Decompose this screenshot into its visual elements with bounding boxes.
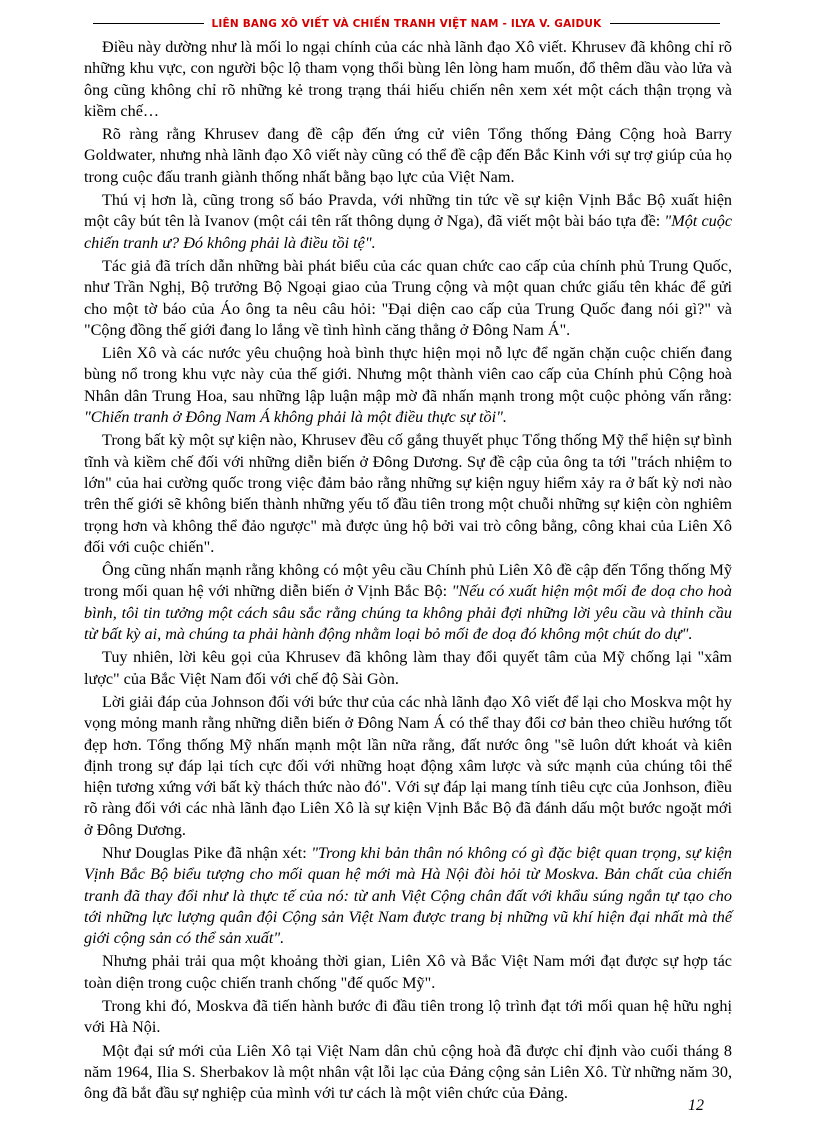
quotation: "Một cuộc chiến tranh ư? Đó không phải là điều tồi tệ". [84, 212, 732, 252]
paragraph: Rõ ràng rằng Khrusev đang đề cập đến ứng cử viên Tổng thống Đảng Cộng hoà Barry Goldwater, nhưng nhà lãnh đạo Xô viết này cũng có thể đề cập đến Bắc Kinh với sự trợ giúp của họ trong cuộc đấu tranh giành thống nhất bằng bạo lực của Việt Nam. [84, 125, 732, 186]
quotation: "Nếu có xuất hiện một mối đe doạ cho hoà bình, tôi tin tưởng một cách sâu sắc rằng chúng ta không phải đợi những lời yêu cầu và thỉnh cầu từ bất kỳ ai, mà chúng ta phải hành động nhằm loại bỏ mối đe doạ đó không một chút do dự". [84, 582, 732, 644]
paragraph: Lời giải đáp của Johnson đối với bức thư của các nhà lãnh đạo Xô viết để lại cho Moskva một hy vọng mỏng manh rằng những diễn biến ở Đông Nam Á có thể thay đổi cơ bản theo chiều hướng tốt đẹp hơn. Tổng thống Mỹ nhấn mạnh một lần nữa rằng, đất nước ông "sẽ luôn dứt khoát và kiên định trong sự đáp lại tích cực đối với những hoạt động xâm lược và sức mạnh của chúng tôi thể hiện tương xứng với bất kỳ thách thức nào đó". Với sự đáp lại mang tính tiêu cực của Jonhson, điều rõ ràng đối với các nhà lãnh đạo Liên Xô là sự kiện Vịnh Bắc Bộ đã đánh dấu một bước ngoặt mới ở Đông Dương. [84, 692, 732, 839]
paragraph: Như Douglas Pike đã nhận xét: "Trong khi bản thân nó không có gì đặc biệt quan trọng, sự kiện Vịnh Bắc Bộ biểu tượng cho mối quan hệ mới mà Hà Nội đòi hỏi từ Moskva. Bản chất của chiến tranh đã thay đổi như là thực tế của nó: từ anh Việt Cộng chân đất với khẩu súng ngắn tự tạo cho tới những lực lượng quân đội Cộng sản Việt Nam được trang bị những vũ khí hiện đại nhất mà thế giới cộng sản có thể sản xuất". [84, 843, 732, 948]
paragraph: Liên Xô và các nước yêu chuộng hoà bình thực hiện mọi nỗ lực để ngăn chặn cuộc chiến đang bùng nổ trong khu vực này của thế giới. Nhưng một thành viên cao cấp của Chính phủ Cộng hoà Nhân dân Trung Hoa, sau những lập luận mập mờ đã nhấn mạnh trong một cuộc phỏng vấn rằng: "Chiến tranh ở Đông Nam Á không phải là một điều thực sự tồi". [84, 344, 732, 427]
quotation: "Chiến tranh ở Đông Nam Á không phải là một điều thực sự tồi". [84, 408, 507, 427]
paragraph: Trong khi đó, Moskva đã tiến hành bước đi đầu tiên trong lộ trình đạt tới mối quan hệ hữu nghị với Hà Nội. [84, 997, 732, 1037]
paragraph: Thú vị hơn là, cũng trong số báo Pravda, với những tin tức về sự kiện Vịnh Bắc Bộ xuất hiện một cây bút tên là Ivanov (một cái tên rất thông dụng ở Nga), đã viết một bài báo tựa đề: "Một cuộc chiến tranh ư? Đó không phải là điều tồi tệ". [84, 191, 732, 252]
body-text [84, 37, 732, 1107]
header-title: LIÊN BANG XÔ VIẾT VÀ CHIẾN TRANH VIỆT NAM - ILYA V. GAIDUK [204, 15, 610, 33]
paragraph: Điều này dường như là mối lo ngại chính của các nhà lãnh đạo Xô viết. Khrusev đã không chỉ rõ những khu vực, con người bộc lộ tham vọng thổi bùng lên lòng ham muốn, đổ thêm dầu vào lửa và ông cũng không chỉ rõ những kẻ trong trạng thái hiếu chiến nên xem xét một cách thận trọng và kiềm chế… [84, 38, 732, 120]
paragraph: Tuy nhiên, lời kêu gọi của Khrusev đã không làm thay đổi quyết tâm của Mỹ chống lại "xâm lược" của Bắc Việt Nam đối với chế độ Sài Gòn. [84, 648, 732, 688]
paragraph: Trong bất kỳ một sự kiện nào, Khrusev đều cố gắng thuyết phục Tổng thống Mỹ thể hiện sự bình tĩnh và kiềm chế đối với những diễn biến ở Đông Dương. Sự đề cập của ông ta tới "trách nhiệm to lớn" của hai cường quốc trong việc đảm bảo rằng những sự kiện nguy hiểm xảy ra ở bất kỳ nơi nào trên thế giới sẽ không biến thành những yếu tố đầu tiên trong một chuỗi những sự kiện còn nghiêm trọng hơn và không thể đảo ngược" mà được ủng hộ bởi vai trò công bằng, công khai của Liên Xô đối với cuộc chiến". [84, 431, 732, 556]
paragraph: Một đại sứ mới của Liên Xô tại Việt Nam dân chủ cộng hoà đã được chỉ định vào cuối tháng 8 năm 1964, Ilia S. Sherbakov là một nhân vật lỗi lạc của Đảng cộng sản Liên Xô. Từ những năm 30, ông đã bắt đầu sự nghiệp của mình với tư cách là một viên chức của Đảng. [84, 1041, 732, 1103]
paragraph: Ông cũng nhấn mạnh rằng không có một yêu cầu Chính phủ Liên Xô đề cập đến Tổng thống Mỹ trong mối quan hệ với những diễn biến ở Vịnh Bắc Bộ: "Nếu có xuất hiện một mối đe doạ cho hoà bình, tôi tin tưởng một cách sâu sắc rằng chúng ta không phải đợi những lời yêu cầu và thỉnh cầu từ bất kỳ ai, mà chúng ta phải hành động nhằm loại bỏ mối đe doạ đó không một chút do dự". [84, 561, 732, 644]
paragraph: Nhưng phải trải qua một khoảng thời gian, Liên Xô và Bắc Việt Nam mới đạt được sự hợp tác toàn diện trong cuộc chiến tranh chống "đế quốc Mỹ". [84, 952, 732, 992]
quotation: "Trong khi bản thân nó không có gì đặc biệt quan trọng, sự kiện Vịnh Bắc Bộ biểu tượng cho mối quan hệ mới mà Hà Nội đòi hỏi từ Moskva. Bản chất của chiến tranh đã thay đổi như là thực tế của nó: từ anh Việt Cộng chân đất với khẩu súng ngắn tự tạo cho tới những lực lượng quân đội Cộng sản Việt Nam được trang bị những vũ khí hiện đại nhất mà thế giới cộng sản có thể sản xuất". [84, 843, 732, 948]
page-number: 12 [688, 1097, 704, 1114]
running-header [93, 14, 720, 36]
paragraph: Tác giả đã trích dẫn những bài phát biểu của các quan chức cao cấp của chính phủ Trung Quốc, như Trần Nghị, Bộ trưởng Bộ Ngoại giao của Trung cộng và một quan chức giấu tên khác để gửi cho một tờ báo của Áo ông ta nêu câu hỏi: "Đại diện cao cấp của Trung Quốc đang nói gì?" và "Cộng đồng thế giới đang lo lắng về tình hình căng thẳng ở Đông Nam Á". [84, 256, 732, 339]
